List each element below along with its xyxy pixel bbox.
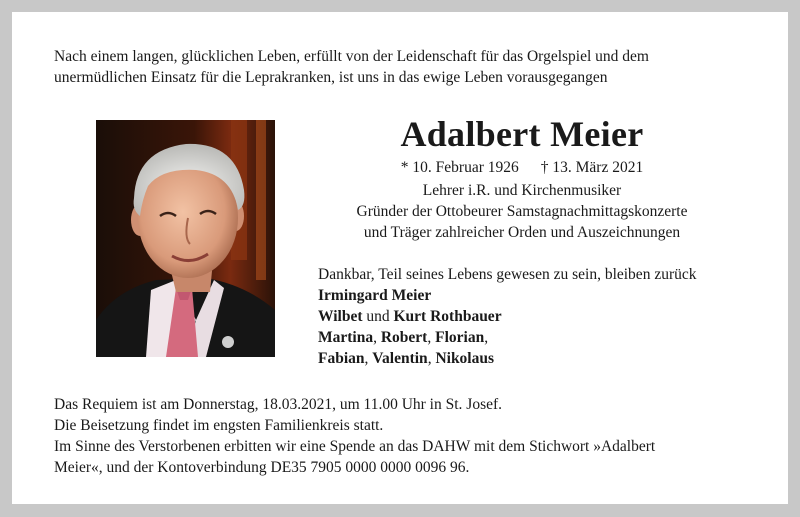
obituary-card bbox=[12, 12, 788, 504]
separator: , bbox=[364, 350, 373, 367]
separator: , bbox=[373, 329, 381, 346]
mourner-name: Nikolaus bbox=[435, 350, 495, 367]
closing-notice bbox=[54, 394, 774, 478]
mourner-name: Kurt Rothbauer bbox=[393, 308, 502, 325]
mourner-name: Irmingard Meier bbox=[318, 287, 432, 304]
separator: , bbox=[427, 329, 436, 346]
burial-info: Die Beisetzung findet im engsten Familienkreis statt. bbox=[54, 417, 384, 434]
intro-text bbox=[54, 46, 754, 88]
mourner-name: Florian bbox=[435, 329, 485, 346]
portrait-photo bbox=[96, 120, 275, 357]
mourner-name: Robert bbox=[380, 329, 428, 346]
mourners-intro: Dankbar, Teil seines Lebens gewesen zu sein, bleiben zurück bbox=[318, 266, 697, 283]
life-dates bbox=[312, 158, 732, 178]
intro-line-1: Nach einem langen, glücklichen Leben, erfüllt von der Leidenschaft für das Orgelspiel und dem bbox=[54, 48, 649, 65]
intro-line-2: unermüdlichen Einsatz für die Leprakranken, ist uns in das ewige Leben vorausgegangen bbox=[54, 69, 608, 86]
mourner-line-3 bbox=[318, 327, 758, 348]
donation-info-line-2: Meier«, und der Kontoverbindung DE35 7905 0000 0000 0096 96. bbox=[54, 459, 470, 476]
separator: , bbox=[427, 350, 436, 367]
mourner-name: Wilbet bbox=[318, 308, 363, 325]
mourners-block bbox=[318, 264, 758, 369]
role-line: Gründer der Ottobeurer Samstagnachmittagskonzerte bbox=[356, 203, 688, 220]
mourner-line-1 bbox=[318, 285, 758, 306]
donation-info-line-1: Im Sinne des Verstorbenen erbitten wir eine Spende an das DAHW mit dem Stichwort »Adalbert bbox=[54, 438, 656, 455]
conjunction: und bbox=[362, 308, 394, 325]
separator: , bbox=[484, 329, 489, 346]
mourner-name: Valentin bbox=[372, 350, 428, 367]
role-line: und Träger zahlreicher Orden und Auszeichnungen bbox=[363, 224, 681, 241]
birth-date: * 10. Februar 1926 bbox=[400, 159, 519, 176]
death-date: † 13. März 2021 bbox=[540, 159, 644, 176]
mourner-line-4 bbox=[318, 348, 758, 369]
deceased-name: Adalbert Meier bbox=[400, 114, 644, 154]
mourner-name: Fabian bbox=[318, 350, 365, 367]
mourner-line-2 bbox=[318, 306, 758, 327]
requiem-info: Das Requiem ist am Donnerstag, 18.03.2021, um 11.00 Uhr in St. Josef. bbox=[54, 396, 503, 413]
mourner-name: Martina bbox=[318, 329, 374, 346]
role-line: Lehrer i.R. und Kirchenmusiker bbox=[422, 182, 622, 199]
roles-list bbox=[312, 180, 732, 243]
